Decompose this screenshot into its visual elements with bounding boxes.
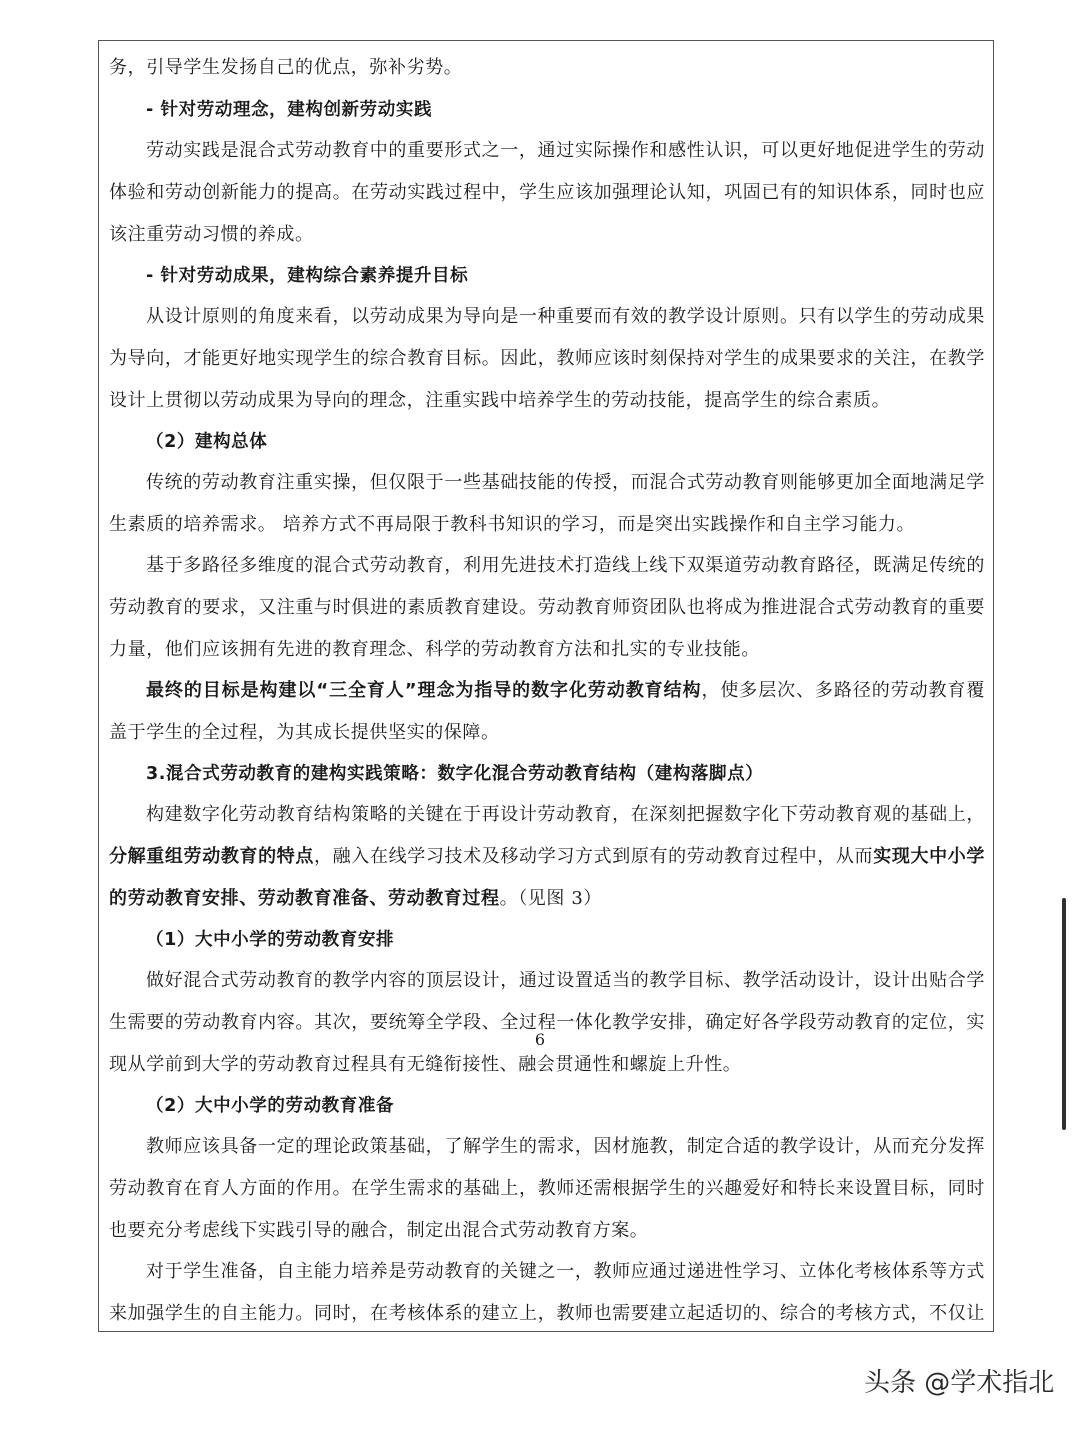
paragraph-line: 来加强学生的自主能力。同时，在考核体系的建立上，教师也需要建立起适切的、综合的考核方式，不仅让 xyxy=(109,1303,985,1324)
paragraph-line: 构建数字化劳动教育结构策略的关键在于再设计劳动教育，在深刻把握数字化下劳动教育观的基础上， xyxy=(146,804,985,825)
paragraph-line: 传统的劳动教育注重实操，但仅限于一些基础技能的传授，而混合式劳动教育则能够更加全面地满足学 xyxy=(146,472,985,493)
source-watermark: 头条 @学术指北 xyxy=(864,1368,1055,1398)
bold-text: 实现大中小学 xyxy=(873,846,985,867)
paragraph-line xyxy=(109,888,985,910)
paragraph-line xyxy=(109,846,985,868)
paragraph-line: 现从学前到大学的劳动教育过程具有无缝衔接性、融会贯通性和螺旋上升性。 xyxy=(109,1054,742,1075)
bold-text: 分解重组劳动教育的特点 xyxy=(109,846,315,867)
plain-text: 。（见图 3） xyxy=(499,888,602,909)
bold-text: 最终的目标是构建以“三全育人”理念为指导的数字化劳动教育结构 xyxy=(146,680,702,701)
paragraph-line: 劳动实践是混合式劳动教育中的重要形式之一，通过实际操作和感性认识，可以更好地促进学生的劳动 xyxy=(146,140,985,161)
paragraph-line: 对于学生准备，自主能力培养是劳动教育的关键之一，教师应通过递进性学习、立体化考核体系等方式 xyxy=(146,1261,985,1282)
paragraph-line: 该注重劳动习惯的养成。 xyxy=(109,224,314,245)
paragraph-line: 体验和劳动创新能力的提高。在劳动实践过程中，学生应该加强理论认知，巩固已有的知识体系，同时也应 xyxy=(109,182,985,203)
paragraph-line: 务，引导学生发扬自己的优点，弥补劣势。 xyxy=(109,57,463,78)
plain-text: ，使多层次、多路径的劳动教育覆 xyxy=(701,680,985,701)
section-heading: （1）大中小学的劳动教育安排 xyxy=(146,930,395,950)
paragraph-line: 劳动教育在育人方面的作用。在学生需求的基础上，教师还需根据学生的兴趣爱好和特长来设置目标，同时 xyxy=(109,1178,985,1199)
paragraph-line: 也要充分考虑线下实践引导的融合，制定出混合式劳动教育方案。 xyxy=(109,1220,649,1241)
paragraph-line: 基于多路径多维度的混合式劳动教育，利用先进技术打造线上线下双渠道劳动教育路径，既满足传统的 xyxy=(146,555,985,576)
document-page-frame xyxy=(98,40,994,1332)
section-heading: - 针对劳动成果，建构综合素养提升目标 xyxy=(146,266,469,286)
section-heading: （2）建构总体 xyxy=(146,432,268,452)
paragraph-line: 做好混合式劳动教育的教学内容的顶层设计，通过设置适当的教学目标、教学活动设计，设计出贴合学 xyxy=(146,970,985,991)
paragraph-line: 教师应该具备一定的理论政策基础，了解学生的需求，因材施教，制定合适的教学设计，从而充分发挥 xyxy=(146,1136,985,1157)
plain-text: ，融入在线学习技术及移动学习方式到原有的劳动教育过程中，从而 xyxy=(314,846,874,867)
paragraph-line: 生素质的培养需求。 培养方式不再局限于教科书知识的学习，而是突出实践操作和自主学习能力。 xyxy=(109,514,916,535)
paragraph-line: 从设计原则的角度来看，以劳动成果为导向是一种重要而有效的教学设计原则。只有以学生的劳动成果 xyxy=(146,306,985,327)
paragraph-line: 力量，他们应该拥有先进的教育理念、科学的劳动教育方法和扎实的专业技能。 xyxy=(109,639,760,660)
page-number: 6 xyxy=(534,1030,546,1049)
paragraph-line: 盖于学生的全过程，为其成长提供坚实的保障。 xyxy=(109,722,500,743)
paragraph-line: 生需要的劳动教育内容。其次，要统筹全学段、全过程一体化教学安排，确定好各学段劳动教育的定位，实 xyxy=(109,1012,985,1033)
section-heading: 3.混合式劳动教育的建构实践策略：数字化混合劳动教育结构（建构落脚点） xyxy=(146,764,764,784)
paragraph-line xyxy=(109,680,985,702)
paragraph-line: 为导向，才能更好地实现学生的综合教育目标。因此，教师应该时刻保持对学生的成果要求的关注，在教学 xyxy=(109,348,985,369)
paragraph-line: 劳动教育的要求，又注重与时俱进的素质教育建设。劳动教育师资团队也将成为推进混合式劳动教育的重要 xyxy=(109,597,985,618)
section-heading: （2）大中小学的劳动教育准备 xyxy=(146,1096,395,1116)
scroll-edge-indicator xyxy=(1062,898,1066,1130)
section-heading: - 针对劳动理念，建构创新劳动实践 xyxy=(146,100,433,120)
paragraph-line: 设计上贯彻以劳动成果为导向的理念，注重实践中培养学生的劳动技能，提高学生的综合素质。 xyxy=(109,390,891,411)
bold-text: 的劳动教育安排、劳动教育准备、劳动教育过程 xyxy=(109,888,500,909)
